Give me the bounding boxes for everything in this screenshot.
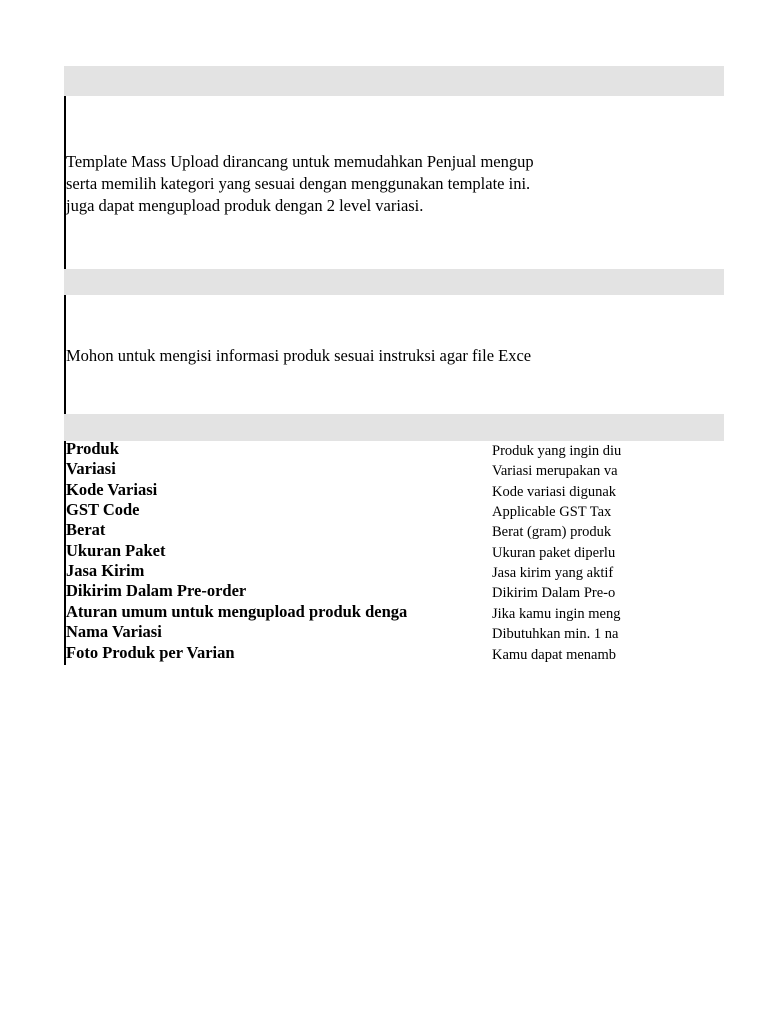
definition-nama-variasi: Dibutuhkan min. 1 na	[492, 626, 619, 642]
definition-dikirim-dalam-pre-order: Dikirim Dalam Pre-o	[492, 585, 616, 601]
section-band-notice	[64, 269, 724, 295]
definition-berat: Berat (gram) produk	[492, 524, 612, 540]
intro-paragraph	[66, 151, 646, 217]
term-nama-variasi: Nama Variasi	[66, 622, 162, 641]
definition-gst-code: Applicable GST Tax	[492, 504, 612, 520]
term-foto-produk-per-varian: Foto Produk per Varian	[66, 643, 235, 662]
definition-jasa-kirim: Jasa kirim yang aktif	[492, 565, 614, 581]
header-band	[64, 66, 724, 96]
term-dikirim-dalam-pre-order: Dikirim Dalam Pre-order	[66, 581, 247, 600]
term-aturan-umum: Aturan umum untuk mengupload produk denga	[66, 602, 408, 621]
intro-line-2: serta memilih kategori yang sesuai dengan menggunakan template ini.	[66, 174, 531, 193]
notice-text: Mohon untuk mengisi informasi produk sesuai instruksi agar file Exce	[66, 346, 532, 365]
term-kode-variasi: Kode Variasi	[66, 480, 158, 499]
definition-variasi: Variasi merupakan va	[492, 463, 618, 479]
definition-ukuran-paket: Ukuran paket diperlu	[492, 545, 616, 561]
term-ukuran-paket: Ukuran Paket	[66, 541, 166, 560]
term-berat: Berat	[66, 520, 106, 539]
definition-produk: Produk yang ingin diu	[492, 443, 622, 459]
term-jasa-kirim: Jasa Kirim	[66, 561, 145, 580]
definition-foto-produk-per-varian: Kamu dapat menamb	[492, 647, 617, 663]
term-variasi: Variasi	[66, 459, 116, 478]
intro-line-1: Template Mass Upload dirancang untuk memudahkan Penjual mengup	[66, 152, 534, 171]
definition-kode-variasi: Kode variasi digunak	[492, 484, 617, 500]
term-produk: Produk	[66, 439, 119, 458]
section-band-glossary	[64, 414, 724, 441]
intro-line-3: juga dapat mengupload produk dengan 2 level variasi.	[66, 196, 424, 215]
definition-aturan-umum: Jika kamu ingin meng	[492, 606, 621, 622]
term-gst-code: GST Code	[66, 500, 140, 519]
